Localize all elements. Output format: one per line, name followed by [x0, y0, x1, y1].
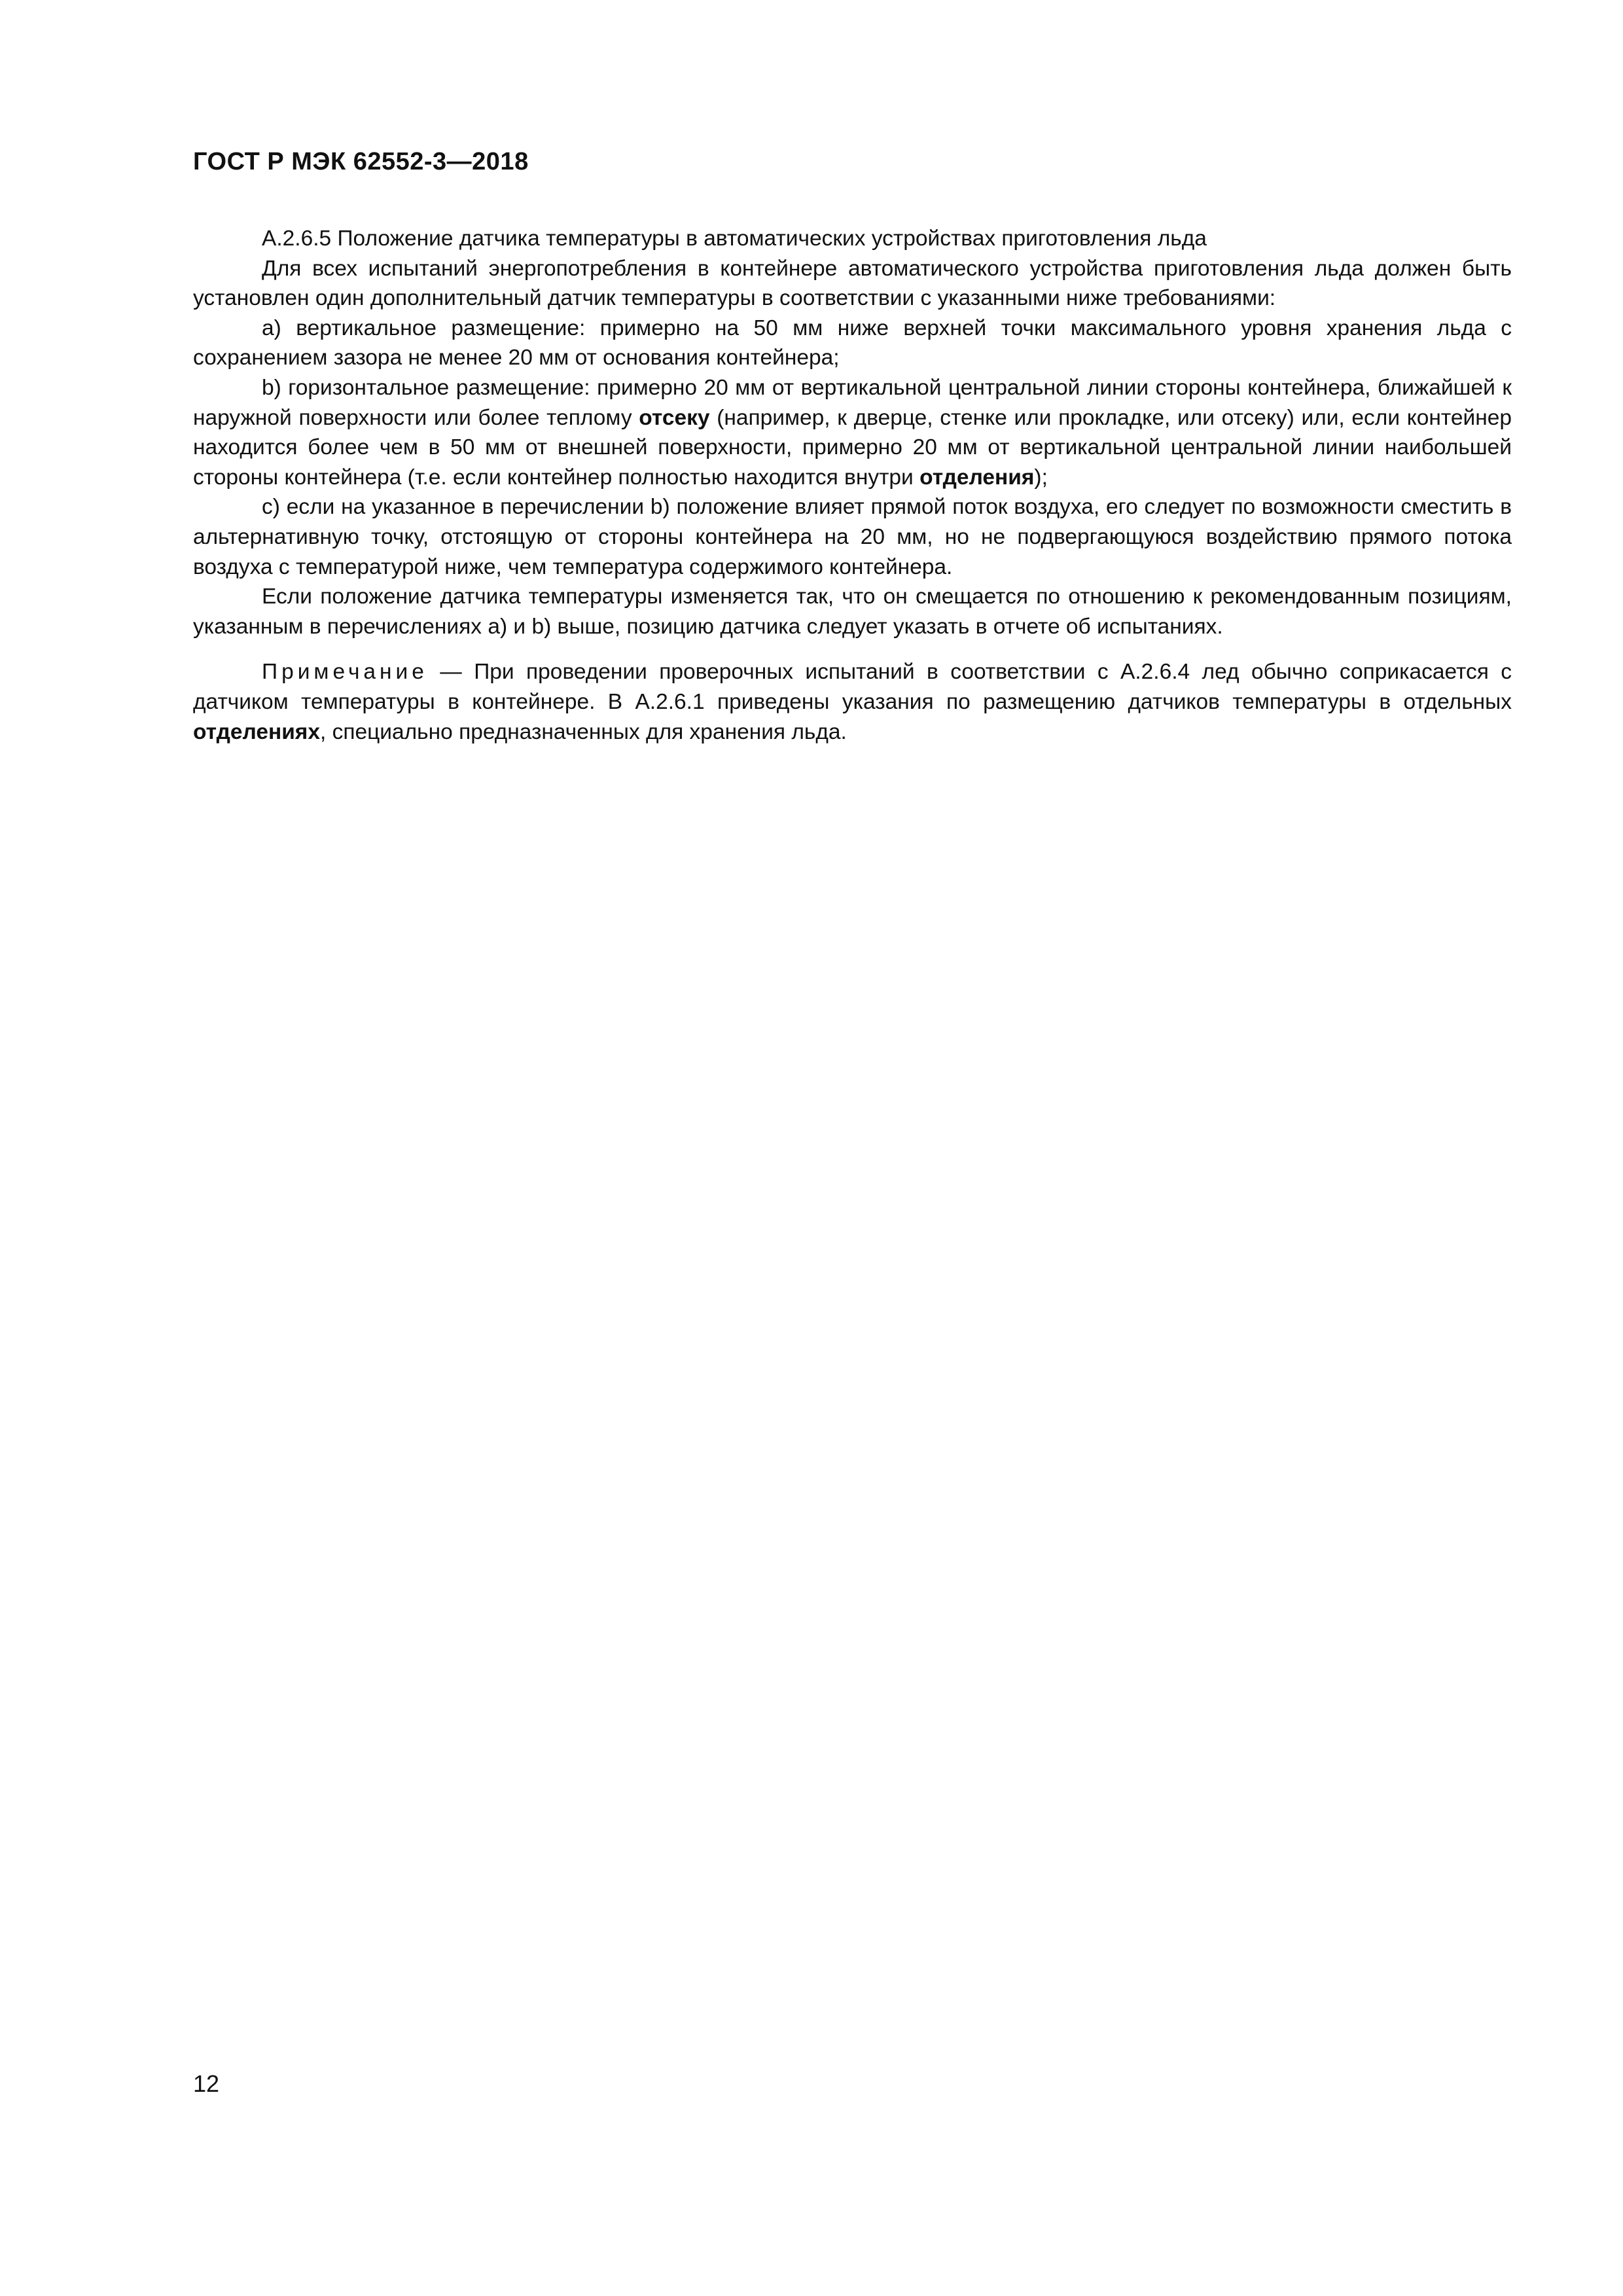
page-number: 12	[193, 2070, 220, 2097]
closing-paragraph: Если положение датчика температуры изменяется так, что он смещается по отношению к рекомендованным позициям, указанным в перечислениях а) и b) выше, позицию датчика следует указать в отчете об испытаниях.	[193, 584, 1512, 639]
term-section: отделения	[919, 465, 1035, 490]
note-text-2: , специально предназначенных для хранения льда.	[319, 719, 847, 744]
document-body	[193, 224, 1512, 747]
term-compartment: отсеку	[639, 405, 710, 430]
standard-code-header: ГОСТ Р МЭК 62552-3—2018	[193, 148, 529, 175]
section-title: А.2.6.5 Положение датчика температуры в автоматических устройствах приготовления льда	[262, 226, 1207, 251]
list-item-b-text-3: );	[1034, 465, 1048, 490]
note-dash: —	[427, 660, 474, 685]
section-intro-paragraph: Для всех испытаний энергопотребления в контейнере автоматического устройства приготовления льда должен быть установлен один дополнительный датчик температуры в соответствии с указанными ниже требованиями:	[193, 256, 1512, 311]
list-item-b-text-1: b) горизонтальное размещение: примерно 20 мм от вертикальной центральной линии стороны контейнера, ближайшей к наружной поверхности или более теплому	[193, 375, 1512, 430]
note-text-1: При проведении проверочных испытаний в соответствии с А.2.6.4 лед обычно соприкасается с датчиком температуры в контейнере. В А.2.6.1 приведены указания по размещению датчиков температуры в отдельных	[193, 660, 1512, 714]
list-item-a: а) вертикальное размещение: примерно на 50 мм ниже верхней точки максимального уровня хранения льда с сохранением зазора не менее 20 мм от основания контейнера;	[193, 315, 1512, 370]
list-item-b	[193, 373, 1512, 492]
note-label: Примечание	[262, 660, 428, 685]
list-item-c: с) если на указанное в перечислении b) положение влияет прямой поток воздуха, его следует по возможности сместить в альтернативную точку, отстоящую от стороны контейнера на 20 мм, но не подвергающуюся воздействию прямого потока воздуха с температурой ниже, чем температура содержимого контейнера.	[193, 495, 1512, 579]
term-sections: отделениях	[193, 719, 320, 744]
list-item-b-text-2: (например, к дверце, стенке или прокладке, или отсеку) или, если контейнер находится более чем в 50 мм от внешней поверхности, примерно 20 мм от вертикальной центральной линии наибольшей стороны контейнера (т.е. если контейнер полностью находится внутри	[193, 405, 1512, 490]
note-paragraph	[193, 657, 1512, 747]
